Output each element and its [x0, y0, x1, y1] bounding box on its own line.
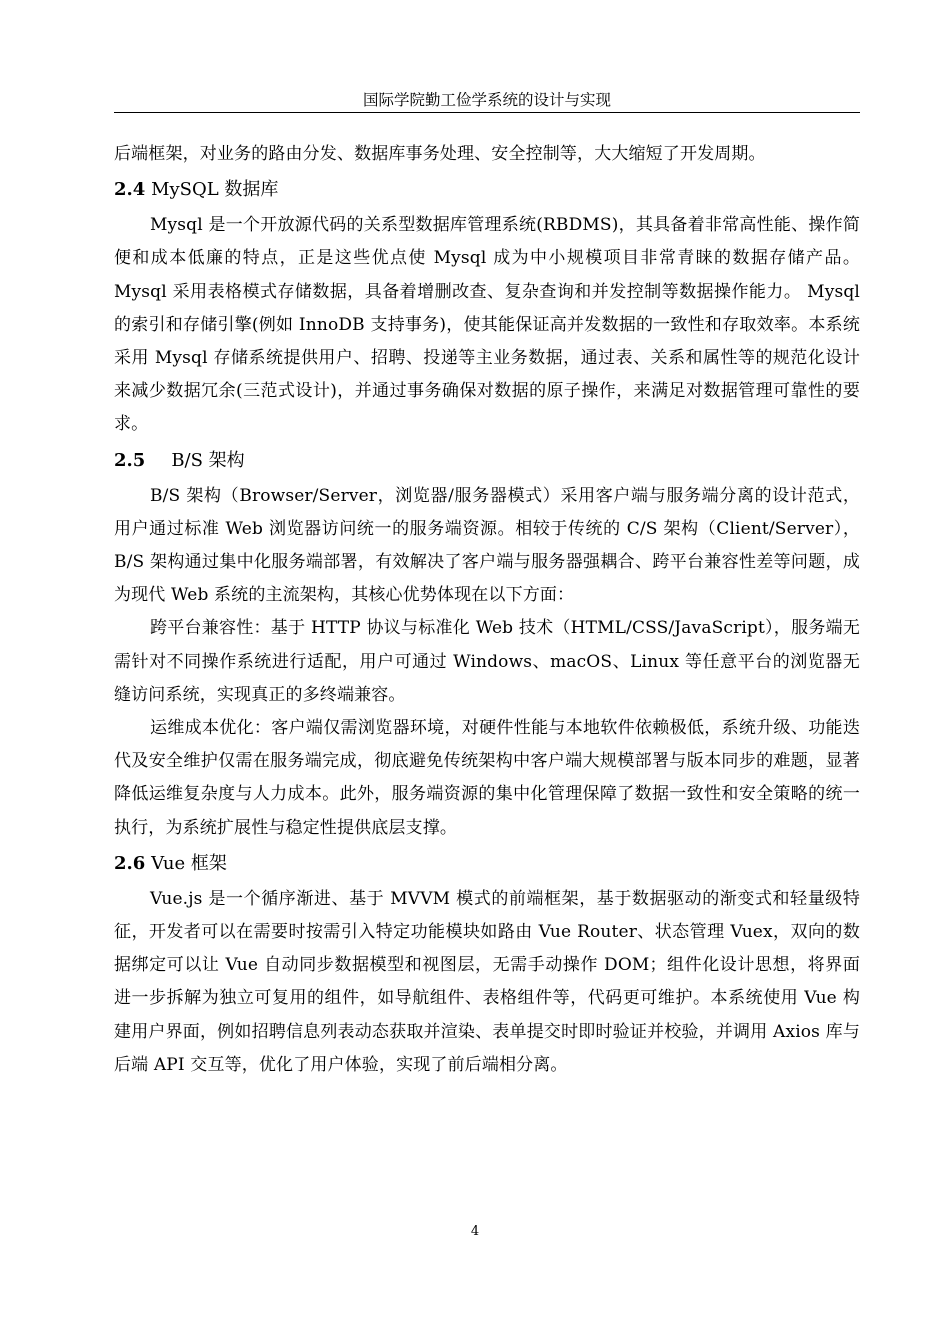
paragraph: Mysql 是一个开放源代码的关系型数据库管理系统(RBDMS)，其具备着非常高性能、操作简便和成本低廉的特点，正是这些优点使 Mysql 成为中小规模项目非常青睐的数据存储产品。 Mysql 采用表格模式存储数据，具备着增删改查、复杂查询和并发控制等数据操作能力。 Mysql 的索引和存储引擎(例如 InnoDB 支持事务)，使其能保证高并发数据的一致性和存取效率。本系统采用 Mysql 存储系统提供用户、招聘、投递等主业务数据，通过表、关系和属性等的规范化设计来减少数据冗余(三范式设计)，并通过事务确保对数据的原子操作，来满足对数据管理可靠性的要求。	[114, 215, 860, 435]
running-header: 国际学院勤工俭学系统的设计与实现	[362, 91, 611, 109]
continued-paragraph: 后端框架，对业务的路由分发、数据库事务处理、安全控制等，大大缩短了开发周期。	[114, 144, 766, 164]
header-rule	[114, 112, 860, 113]
page-body	[114, 138, 860, 1082]
section-title: B/S 架构	[171, 449, 245, 471]
paragraph: Vue.js 是一个循序渐进、基于 MVVM 模式的前端框架，基于数据驱动的渐变式和轻量级特征，开发者可以在需要时按需引入特定功能模块如路由 Vue Router、状态管理 Vuex，双向的数据绑定可以让 Vue 自动同步数据模型和视图层，无需手动操作 DOM；组件化设计思想，将界面进一步拆解为独立可复用的组件，如导航组件、表格组件等，代码更可维护。本系统使用 Vue 构建用户界面，例如招聘信息列表动态获取并渲染、表单提交时即时验证并校验，并调用 Axios 库与后端 API 交互等，优化了用户体验，实现了前后端相分离。	[114, 888, 860, 1075]
paragraph: 运维成本优化：客户端仅需浏览器环境，对硬件性能与本地软件依赖极低，系统升级、功能迭代及安全维护仅需在服务端完成，彻底避免传统架构中客户端大规模部署与版本同步的难题，显著降低运维复杂度与人力成本。此外，服务端资源的集中化管理保障了数据一致性和安全策略的统一执行，为系统扩展性与稳定性提供底层支撑。	[114, 718, 860, 838]
section-heading-2-4	[114, 171, 860, 209]
section-number: 2.5	[114, 449, 146, 471]
section-title: Vue 框架	[151, 852, 227, 874]
section-title: MySQL 数据库	[151, 179, 279, 201]
section-heading-2-6	[114, 845, 860, 883]
section-heading-2-5	[114, 442, 860, 480]
section-number: 2.6	[114, 852, 146, 874]
section-number: 2.4	[114, 179, 146, 201]
paragraph: 跨平台兼容性：基于 HTTP 协议与标准化 Web 技术（HTML/CSS/JavaScript），服务端无需针对不同操作系统进行适配，用户可通过 Windows、macOS、Linux 等任意平台的浏览器无缝访问系统，实现真正的多终端兼容。	[114, 618, 860, 705]
paragraph: B/S 架构（Browser/Server，浏览器/服务器模式）采用客户端与服务端分离的设计范式，用户通过标准 Web 浏览器访问统一的服务端资源。相较于传统的 C/S 架构（Client/Server），B/S 架构通过集中化服务端部署，有效解决了客户端与服务器强耦合、跨平台兼容性差等问题，成为现代 Web 系统的主流架构，其核心优势体现在以下方面：	[114, 485, 860, 606]
page-number: 4	[470, 1224, 480, 1239]
